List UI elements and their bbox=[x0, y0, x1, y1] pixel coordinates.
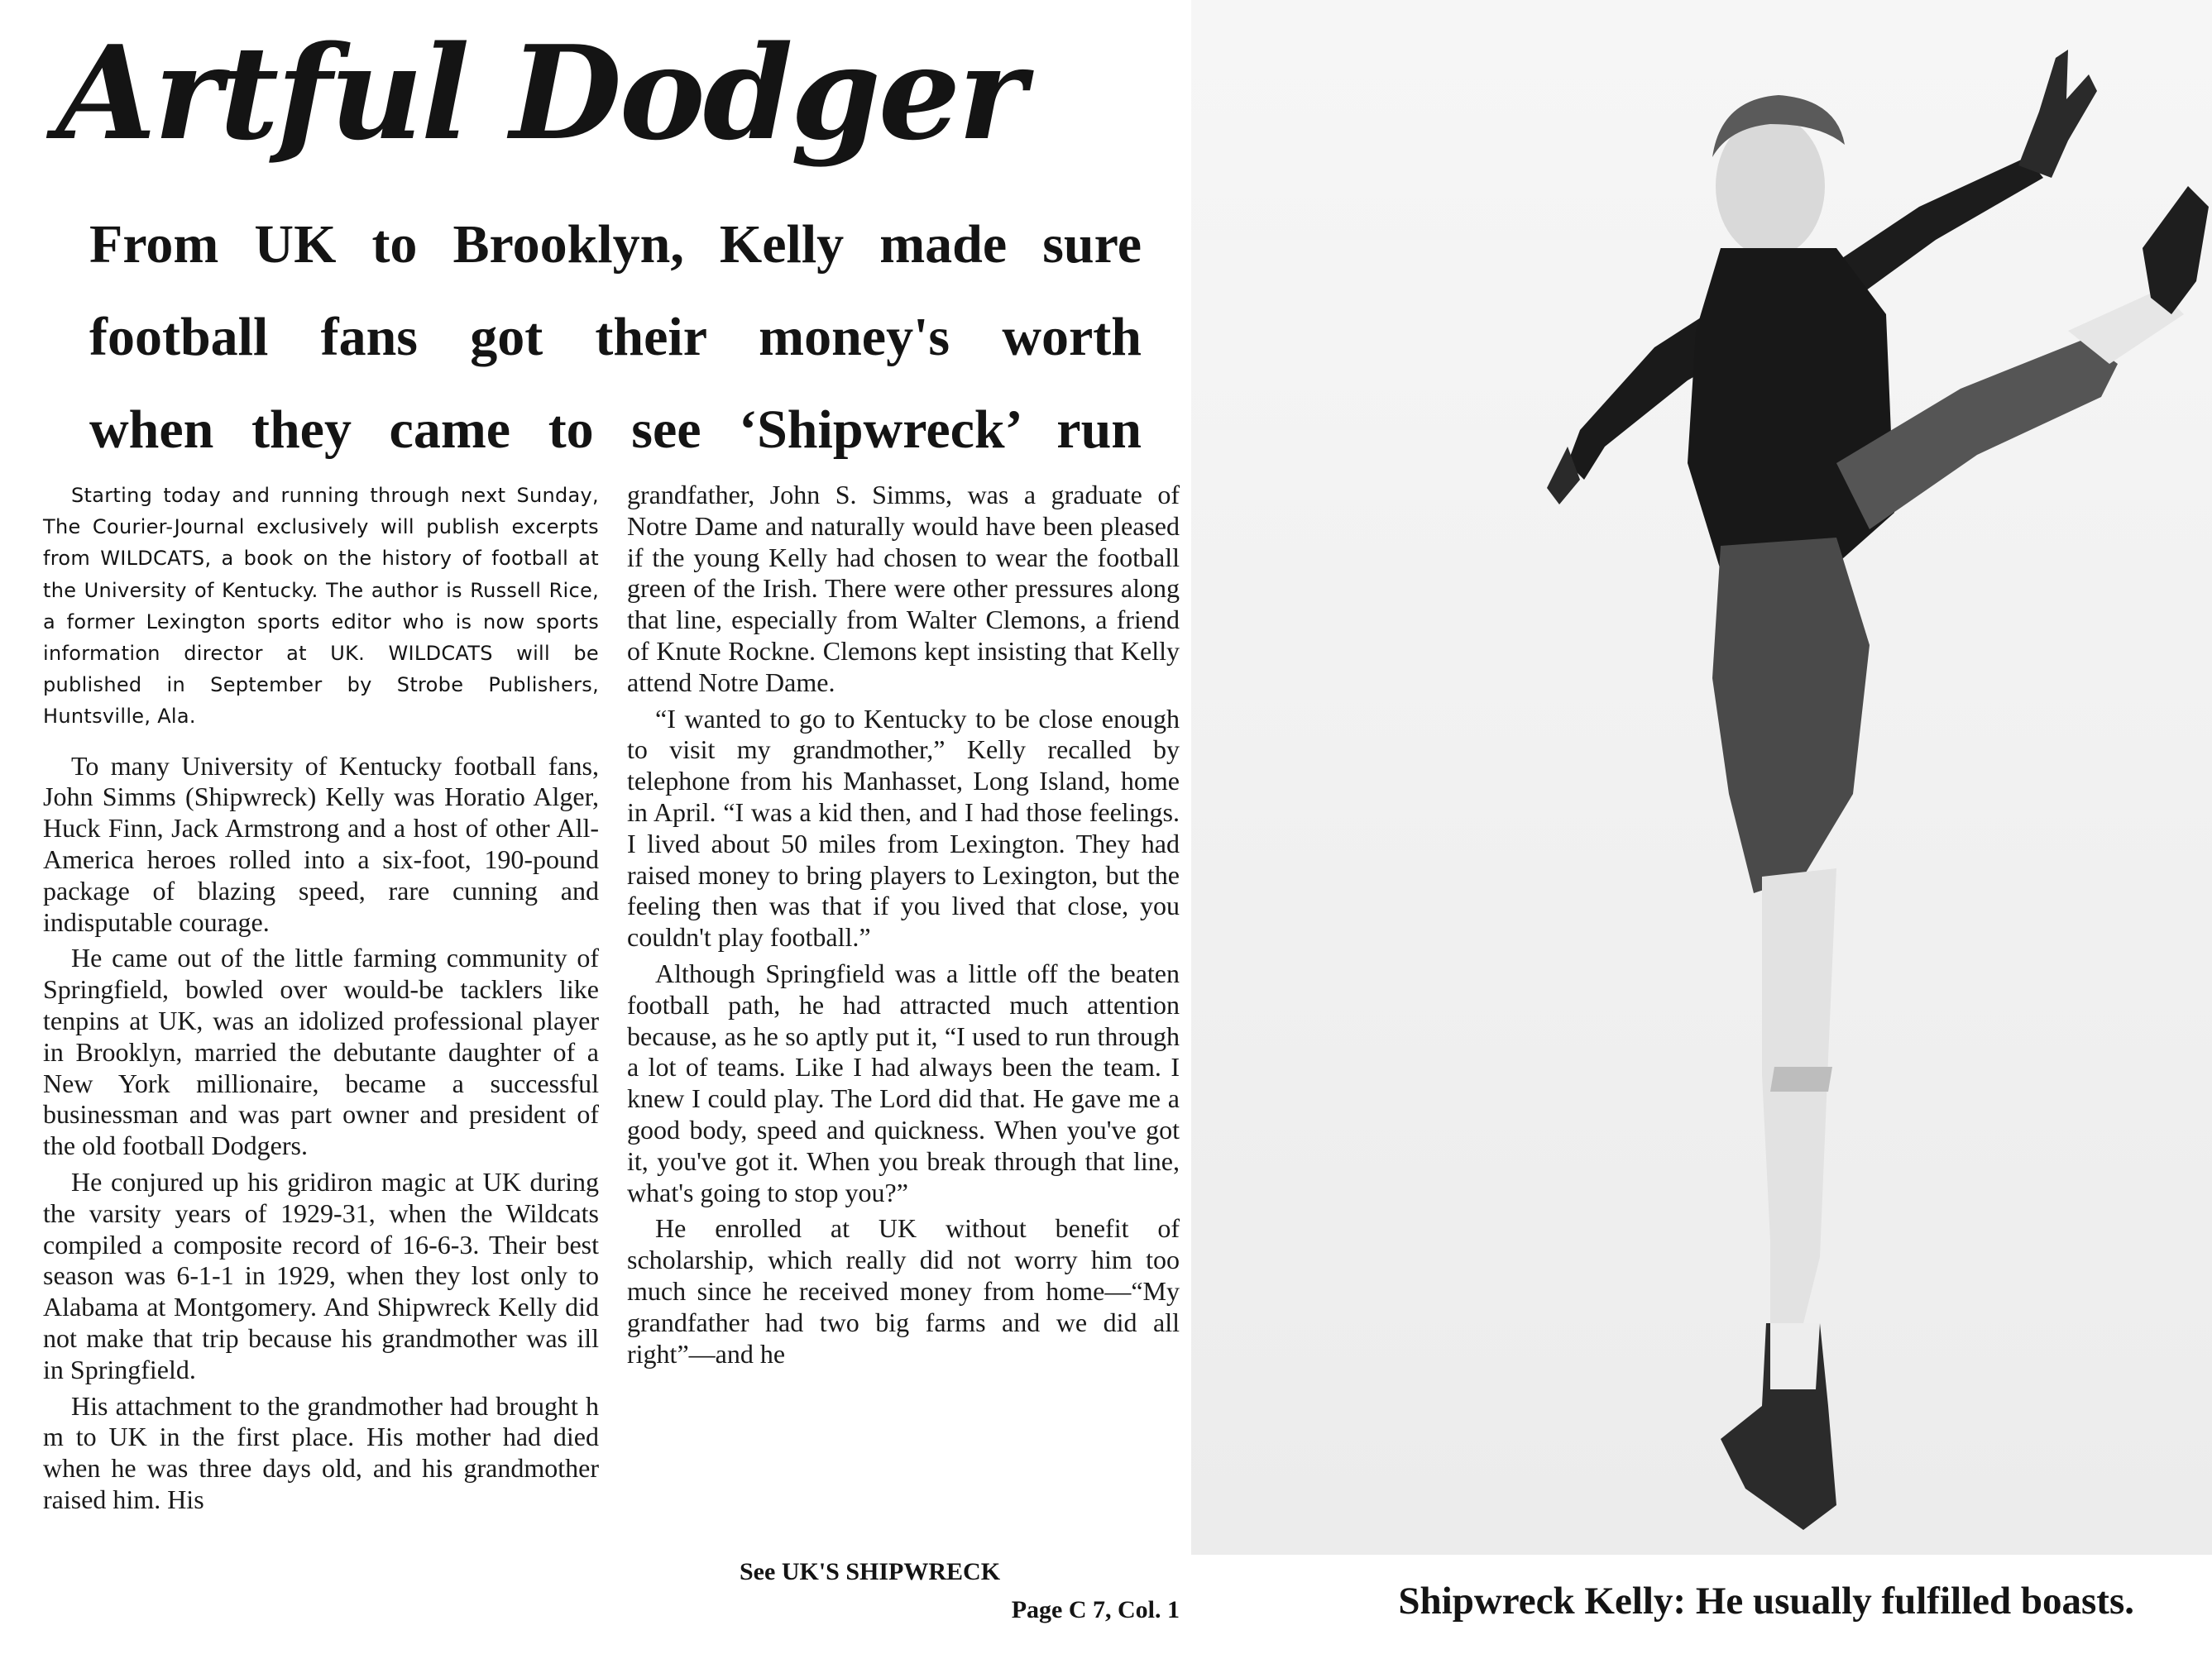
subheadline-line: when they came to see ‘Shipwreck’ run bbox=[89, 399, 1142, 460]
body-paragraph: Although Springfield was a little off the beaten football path, he had attracted much attention because, as he so aptly put it, “I used to run through a lot of teams. Like I had always been the team. I knew I could play. The Lord did that. He gave me a good body, speed and quickness. When you've got it, you've got it. When you break through that line, what's going to stop you?” bbox=[627, 958, 1180, 1207]
body-paragraph: To many University of Kentucky football fans, John Simms (Shipwreck) Kelly was Horatio Alger, Huck Finn, Jack Armstrong and a host of other All-America heroes rolled into a six-foot, 190-pound package of blazing speed, rare cunning and indisputable courage. bbox=[43, 750, 599, 937]
article-column-left bbox=[43, 480, 599, 1521]
body-paragraph: He enrolled at UK without benefit of scholarship, which really did not worry him too much since he received money from home—“My grandfather had two big farms and we did all right”—and he bbox=[627, 1213, 1180, 1369]
continuation-line bbox=[627, 1553, 1180, 1629]
continuation-page-ref: Page C 7, Col. 1 bbox=[1011, 1596, 1180, 1623]
body-paragraph: “I wanted to go to Kentucky to be close enough to visit my grandmother,” Kelly recalled by telephone from his Manhasset, Long Island, home in April. “I was a kid then, and I had those feelings. I lived about 50 miles from Lexington. They had raised money to bring players to Lexington, but the feeling then was that if you lived that close, you couldn't play football.” bbox=[627, 703, 1180, 953]
headline: Artful Dodger bbox=[56, 17, 1024, 169]
subheadline-line: football fans got their money's worth bbox=[89, 307, 1142, 367]
player-photo bbox=[1191, 0, 2212, 1555]
body-paragraph: His attachment to the grandmother had brought h m to UK in the first place. His mother had died when he was three days old, and his grandmother raised him. His bbox=[43, 1390, 599, 1514]
subheadline-line: From UK to Brooklyn, Kelly made sure bbox=[89, 214, 1142, 275]
article-column-right bbox=[627, 480, 1180, 1374]
photo-caption: Shipwreck Kelly: He usually fulfilled boasts. bbox=[1398, 1580, 2134, 1623]
subheadline bbox=[89, 198, 1142, 476]
editors-note: Starting today and running through next Sunday, The Courier-Journal exclusively will publish excerpts from WILDCATS, a book on the history of football at the University of Kentucky. The author is Russell Rice, a former Lexington sports editor who is now sports information director at UK. WILDCATS will be published in September by Strobe Publishers, Huntsville, Ala. bbox=[43, 484, 599, 729]
body-paragraph: He conjured up his gridiron magic at UK during the varsity years of 1929-31, when the Wildcats compiled a composite record of 16-6-3. Their best season was 6-1-1 in 1929, when they lost only to Alabama at Montgomery. And Shipwreck Kelly did not make that trip because his grandmother was ill in Springfield. bbox=[43, 1166, 599, 1384]
continuation-title: See UK'S SHIPWRECK bbox=[740, 1558, 1001, 1585]
body-paragraph: He came out of the little farming community of Springfield, bowled over would-be tacklers like tenpins at UK, was an idolized professional player in Brooklyn, married the debutante daughter of a New York millionaire, became a successful businessman and was part owner and president of the old football Dodgers. bbox=[43, 943, 599, 1161]
body-paragraph: grandfather, John S. Simms, was a graduate of Notre Dame and naturally would have been pleased if the young Kelly had chosen to wear the football green of the Irish. There were other pressures along that line, especially from Walter Clemons, a friend of Knute Rockne. Clemons kept insisting that Kelly attend Notre Dame. bbox=[627, 480, 1180, 697]
